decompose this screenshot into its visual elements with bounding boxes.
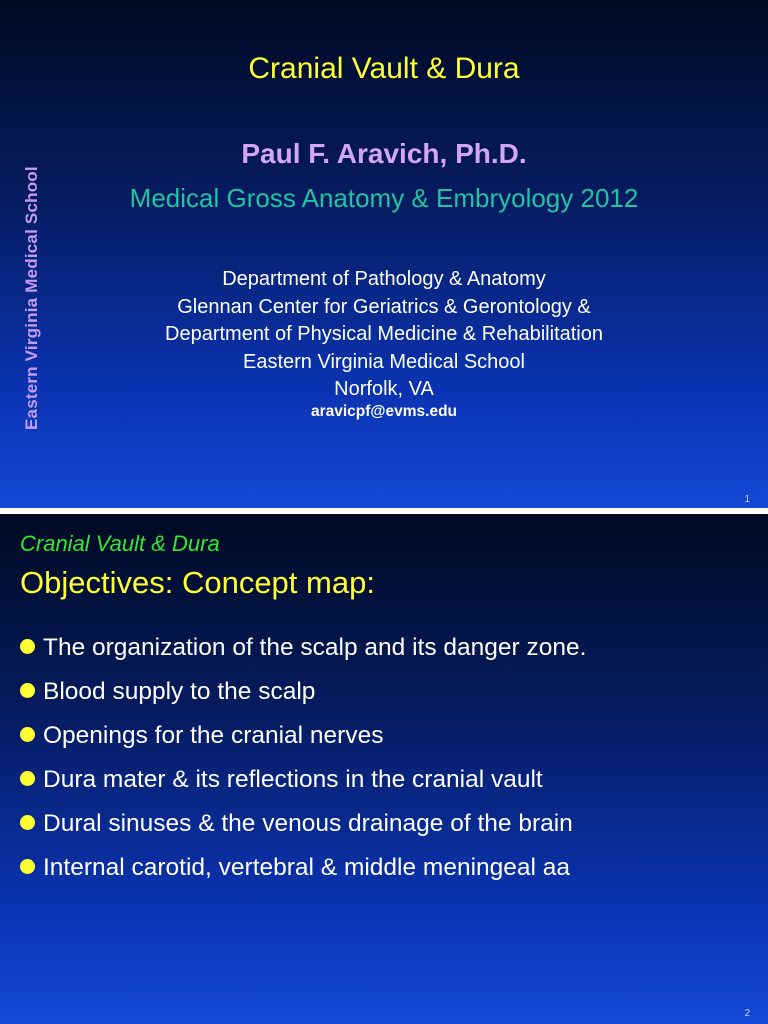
- bullet-text: The organization of the scalp and its danger zone.: [43, 634, 587, 661]
- bullet-text: Dura mater & its reflections in the cranial vault: [43, 766, 543, 793]
- affiliation-line: Glennan Center for Geriatrics & Gerontology &: [177, 295, 591, 318]
- list-item: [20, 802, 586, 846]
- author-name: Paul F. Aravich, Ph.D.: [241, 138, 527, 169]
- affiliations: [0, 266, 768, 404]
- bullet-text: Internal carotid, vertebral & middle meningeal aa: [43, 854, 571, 881]
- bullet-icon: [20, 727, 35, 742]
- slide-subtitle: Cranial Vault & Dura: [20, 531, 220, 556]
- list-item: [20, 670, 586, 714]
- list-item: [20, 714, 586, 758]
- objectives-list: [20, 626, 586, 890]
- bullet-icon: [20, 683, 35, 698]
- page-number: 1: [744, 494, 750, 505]
- slide-title: Objectives: Concept map:: [20, 565, 375, 600]
- contact-email: aravicpf@evms.edu: [310, 403, 458, 420]
- bullet-icon: [20, 639, 35, 654]
- slide-2: [0, 514, 768, 1024]
- list-item: [20, 846, 586, 890]
- course-name: Medical Gross Anatomy & Embryology 2012: [129, 183, 639, 213]
- list-item: [20, 758, 586, 802]
- affiliation-line: Eastern Virginia Medical School: [242, 350, 525, 373]
- slide-title: Cranial Vault & Dura: [248, 52, 520, 85]
- bullet-text: Openings for the cranial nerves: [43, 722, 384, 749]
- affiliation-line: Department of Physical Medicine & Rehabilitation: [165, 323, 603, 345]
- affiliation-line: Department of Pathology & Anatomy: [222, 268, 546, 290]
- bullet-icon: [20, 771, 35, 786]
- side-label: Eastern Virginia Medical School: [22, 166, 41, 430]
- slide-1: [0, 0, 768, 508]
- affiliation-line: Norfolk, VA: [334, 378, 434, 400]
- list-item: [20, 626, 586, 670]
- page-number: 2: [744, 1008, 750, 1019]
- bullet-text: Blood supply to the scalp: [43, 678, 316, 705]
- bullet-text: Dural sinuses & the venous drainage of the brain: [43, 810, 573, 837]
- bullet-icon: [20, 859, 35, 874]
- bullet-icon: [20, 815, 35, 830]
